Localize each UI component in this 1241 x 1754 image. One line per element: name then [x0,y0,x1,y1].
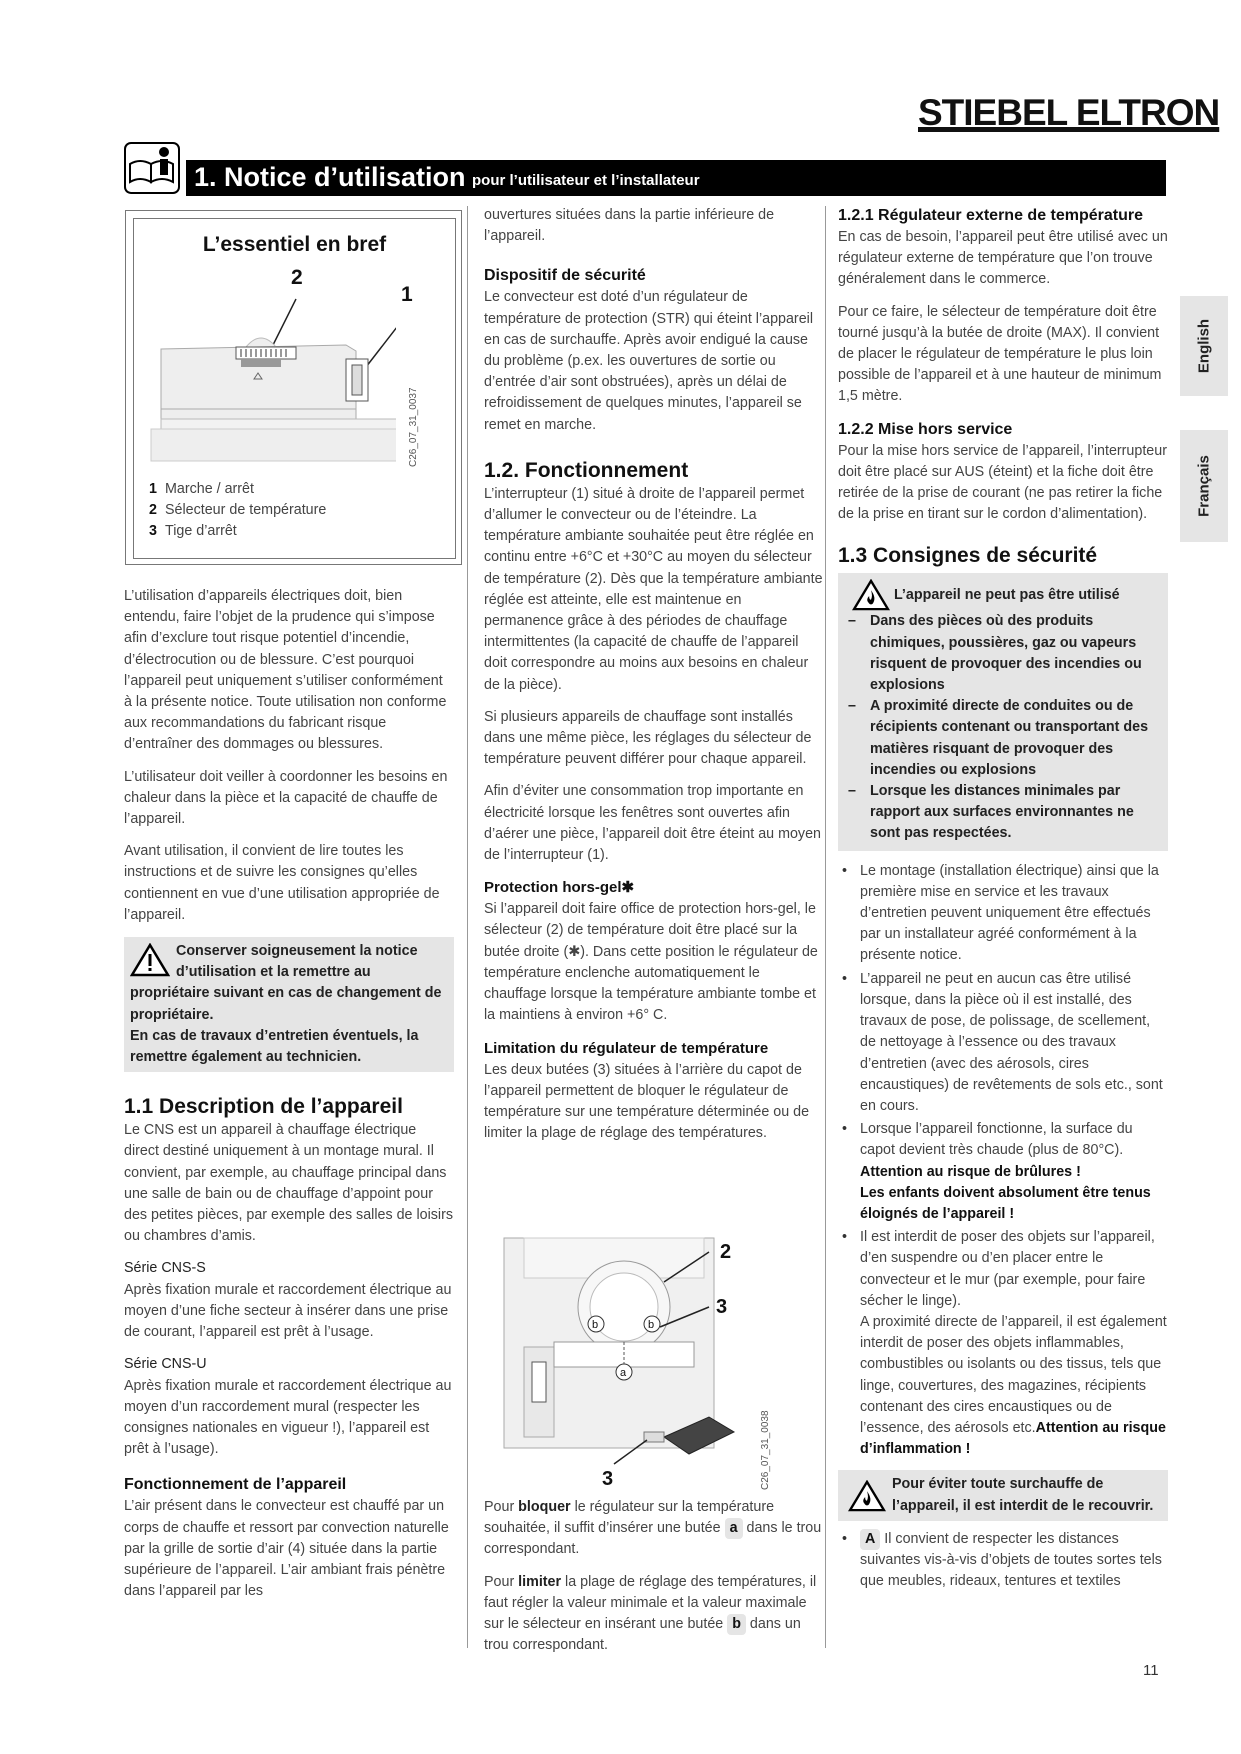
heading: 1.2.2 Mise hors service [838,420,1013,438]
warning-text: En cas de travaux d’entretien éventuels, la remettre également au technicien. [130,1027,419,1066]
warning-icon [130,943,170,977]
safety-list [838,1529,1168,1593]
section-header [186,160,1166,196]
safety-list [838,861,1168,1461]
list-item: • L’appareil ne peut en aucun cas être utilisé lorsque, dans la pièce où il est installé, des travaux de pose, de polissage, de scellement, de nettoyage à l’essence ou des travaux d’entretien (avec des aérosols, cires encaustiques) de revêtements de sols etc., sont en cours. [838,969,1168,1117]
warning-list [842,611,1166,844]
warning-text: Conserver soigneusement la notice d’utilisation et la remettre au propriétaire suivant en cas de changement de propriétaire. [130,943,442,1023]
column-3 [838,205,1168,1594]
summary-title: L’essentiel en bref [202,233,387,256]
section-subtitle: pour l’utilisateur et l’installateur [472,172,700,189]
paragraph: L’utilisation d’appareils électriques doit, bien entendu, faire l’objet de la prudence qui s’impose afin d’exclure tout risque potentiel d’incendie, d’électrocution ou de blessure. C’est pourquoi l’appareil peut uniquement s’utiliser conformément à la présente notice. Toute utilisation non conforme aux recommandations du fabricant risque d’entraîner des dommages ou blessures. [124,588,447,753]
column-2 [484,205,824,1155]
fig-callout-2: 2 [720,1241,732,1263]
paragraph: Pour ce faire, le sélecteur de température doit être tourné jusqu’à la butée de droite (MAX). Il convient de placer le régulateur de température le plus loin possible de l’appareil et à une hauteur de minimum 1,5 mètre. [838,303,1162,405]
subheading: Série CNS-U [124,1356,207,1373]
paragraph: Les deux butées (3) situées à l’arrière du capot de l’appareil permettent de bloquer le régulateur de température sur une température déterminée ou de limiter la plage de réglage des températures. [484,1061,810,1142]
legend-item: 3 Tige d’arrêt [149,523,237,540]
section-title: 1. Notice d’utilisation [194,162,466,192]
legend-item: 1 Marche / arrêt [149,481,254,497]
paragraph: Pour bloquer le régulateur sur la température souhaitée, il suffit d’insérer une butée a dans le trou correspondant. [484,1499,822,1558]
image-code: C26_07_31_0037 [408,387,419,467]
paragraph: Le convecteur est doté d’un régulateur de température de protection (STR) qui éteint l’appareil en cas de surchauffe. Après avoir endigué la cause du problème (p.ex. les ouvertures de sortie ou d’entrée d’air sont obstruées), après un délai de refroidissement de quelques minutes, l’appareil se remet en marche. [484,289,813,433]
list-item: • Le montage (installation électrique) ainsi que la première mise en service et les travaux d’entretien peuvent uniquement être effectués par un installateur agréé conformément à la présente notice. [838,861,1168,967]
attention-text: Attention au risque de brûlures ! [860,1163,1081,1180]
heading: Fonctionnement de l’appareil [124,1476,347,1494]
heading: 1.3 Consignes de sécurité [838,544,1098,568]
paragraph: L’interrupteur (1) situé à droite de l’appareil permet d’allumer le convecteur ou de l’éteindre. La température ambiante souhaitée peut être réglée en continu entre +6°C et +30°C au moyen du sélecteur de température (2). Dès que la température ambiante réglée est atteinte, elle est maintenue en permanence grâce à des périodes de chauffage intermittentes (la capacité de chauffe de l’appareil doit correspondre au moins aux besoins en chaleur de la pièce). [484,485,823,693]
page-number: 11 [1143,1662,1159,1679]
heading: 1.2.1 Régulateur externe de température [838,207,1144,224]
paragraph: Si l’appareil doit faire office de protection hors-gel, le sélecteur (2) de température doit être placé sur la butée droite (✱). Dans cette position le régulateur de température enclenche automatiquement le chauffage lorsque la température ambiante tombe et la maintiens à environ +6° C. [484,901,818,1024]
paragraph: Après fixation murale et raccordement électrique au moyen d’un raccordement mural (respecter les consignes nationales en vigueur !), l’appareil est prêt à l’usage). [124,1377,452,1458]
callout-2: 2 [291,266,303,289]
callout-1: 1 [401,283,413,306]
heading: 1.2. Fonctionnement [484,458,689,482]
paragraph: ouvertures situées dans la partie inférieure de l’appareil. [484,207,775,245]
fig-callout-3: 3 [716,1296,728,1318]
column-divider [825,206,826,1648]
column-divider [467,206,468,1648]
warning-box [838,1470,1168,1520]
column-1 [124,586,454,1613]
heading: Protection hors-gel✱ [484,879,635,897]
fig-label-a: a [620,1367,627,1379]
warning-text: Pour éviter toute surchauffe de l’appareil, il est interdit de le recouvrir. [892,1476,1154,1514]
brand-logo: STIEBEL ELTRON [918,92,1220,133]
list-item: • A Il convient de respecter les distances suivantes vis-à-vis d’objets de toutes sortes tels que meubles, rideaux, tentures et textiles [838,1529,1168,1593]
convector-illustration [146,289,396,464]
list-item: • Lorsque l’appareil fonctionne, la surface du capot devient très chaude (plus de 80°C). Attention au risque de brûlures ! Les enfants doivent absolument être tenus éloignés de l’appareil ! [838,1119,1168,1225]
heading: Limitation du régulateur de température [484,1039,769,1057]
subheading: Série CNS-S [124,1260,206,1277]
list-item: – Dans des pièces où des produits chimiques, poussières, gaz ou vapeurs risquent de provoquer des incendies ou explosions [842,611,1166,696]
tab-english[interactable]: English [1180,296,1228,396]
warning-title: L’appareil ne peut pas être utilisé [893,587,1120,604]
manual-reader-icon [124,142,180,194]
pill-a: a [725,1518,743,1539]
fire-warning-icon [852,579,890,611]
fig-label-b: b [648,1319,655,1331]
summary-box [125,210,462,565]
paragraph: Après fixation murale et raccordement électrique au moyen d’une fiche secteur à insérer dans une prise de courant, l’appareil est prêt à l’usage. [124,1281,452,1341]
heading: 1.1 Description de l’appareil [124,1095,403,1119]
warning-box [124,937,454,1072]
list-item: – Lorsque les distances minimales par rapport aux surfaces environnantes ne sont pas respectées. [842,781,1166,845]
column-2-bottom [484,1497,824,1667]
paragraph: Pour la mise hors service de l’appareil, l’interrupteur doit être placé sur AUS (éteint) et la fiche doit être retirée de la prise de courant (ne pas retirer la fiche de la prise en tirant sur le cordon d’alimentation). [838,442,1167,523]
list-item: • Il est interdit de poser des objets sur l’appareil, d’en suspendre ou d’en placer entre le convecteur et le mur (par exemple, pour faire sécher le linge). A proximité directe de l’appareil, il est également interdit de poser des objets inflammables, combustibles ou isolants ou des tissus, tels que linge, couvertures, des magazines, récipients contenant des cires encaustiques ou de l’essence, des aérosols etc.Attention au risque d’inflammation ! [838,1227,1168,1460]
attention-text: Les enfants doivent absolument être tenus éloignés de l’appareil ! [860,1184,1151,1222]
pill-b: b [727,1614,746,1635]
fire-warning-icon [848,1480,886,1512]
pill-A: A [860,1529,880,1550]
list-item: – A proximité directe de conduites ou de récipients contenant ou transportant des matières risquant de provoquer des incendies ou explosions [842,696,1166,781]
paragraph: Le CNS est un appareil à chauffage électrique direct destiné uniquement à un montage mural. Il convient, par exemple, au chauffage principal dans une salle de bain ou de chauffage d’appoint pour des petites pièces, par exemple des salles de loisirs ou chambres d’amis. [124,1122,453,1245]
paragraph: Afin d’éviter une consommation trop importante en électricité lorsque les fenêtres sont ouvertes afin d’aérer une pièce, l’appareil doit être éteint au moyen de l’interrupteur (1). [484,783,821,864]
fig-callout-3: 3 [602,1468,614,1490]
fig-code: C26_07_31_0038 [760,1410,771,1490]
paragraph: Pour limiter la plage de réglage des températures, il faut régler la valeur minimale et la valeur maximale sur le sélecteur en insérant une butée b dans un trou correspondant. [484,1573,817,1654]
warning-box [838,573,1168,850]
legend-item: 2 Sélecteur de température [149,502,327,519]
heading: Dispositif de sécurité [484,267,646,285]
tab-francais[interactable]: Français [1180,430,1228,542]
paragraph: L’utilisateur doit veiller à coordonner les besoins en chaleur dans la pièce et la capacité de chauffe de l’appareil. [124,768,448,828]
fig-label-b: b [592,1319,599,1331]
paragraph: Avant utilisation, il convient de lire toutes les instructions et de suivre les consignes qu’elles contiennent en vue d’une utilisation appropriée de l’appareil. [124,843,440,923]
regulator-figure [484,1232,784,1492]
paragraph: L’air présent dans le convecteur est chauffé par un corps de chauffe et ressort par convection naturelle par la grille de sortie d’air (4) située dans la partie supérieure de l’appareil. L’air ambiant frais pénètre dans l’appareil par les [124,1498,449,1600]
summary-legend [149,479,326,543]
paragraph: Si plusieurs appareils de chauffage sont installés dans une même pièce, les réglages du sélecteur de température peuvent différer pour chaque appareil. [484,708,812,768]
paragraph: En cas de besoin, l’appareil peut être utilisé avec un régulateur externe de température que l’on trouve généralement dans le commerce. [838,229,1168,288]
